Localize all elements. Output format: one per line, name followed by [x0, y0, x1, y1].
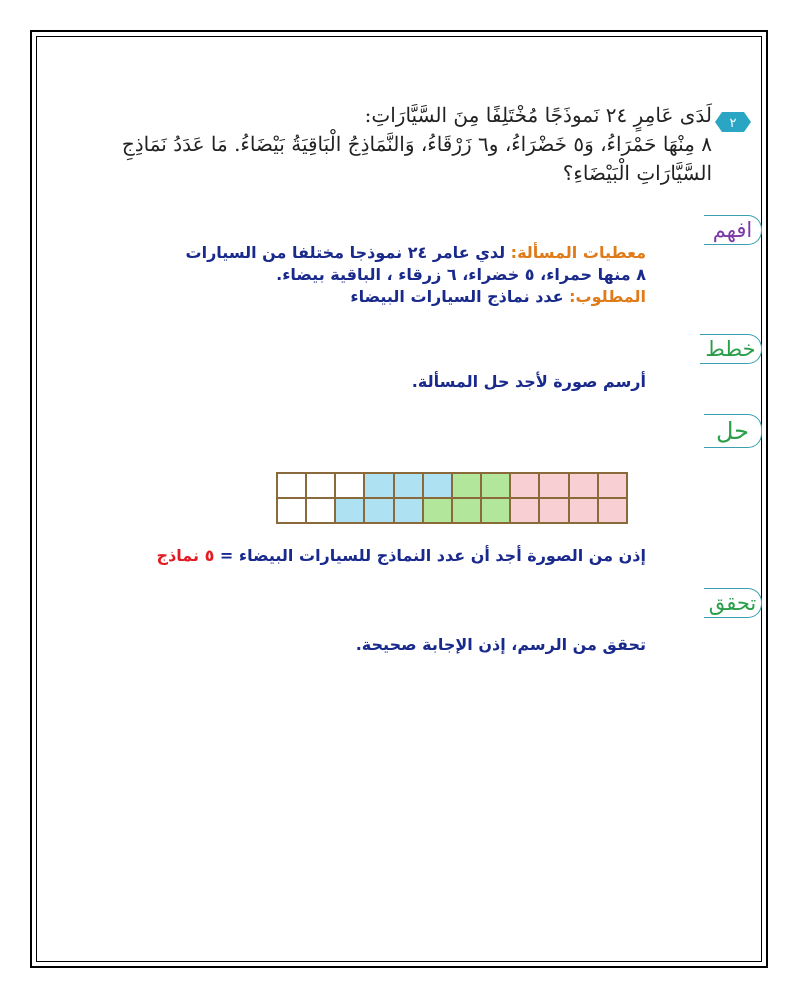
grid-cell-pink: [598, 473, 627, 498]
problem-number-badge: [713, 109, 753, 135]
conclusion-answer: ٥ نماذج: [156, 546, 215, 565]
model-grid: [276, 472, 628, 524]
problem-line-2: ٨ مِنْهَا حَمْرَاءُ، وَ٥ خَضْرَاءُ، و٦ زَرْقَاءُ، وَالنَّمَاذِجُ الْبَاقِيَةُ بَيْضَاءُ. مَا عَدَدُ نَمَاذِجِ: [121, 132, 712, 156]
grid-cell-green: [423, 498, 452, 523]
givens-line-2: ٨ منها حمراء، ٥ خضراء، ٦ زرقاء ، الباقية بيضاء.: [276, 265, 646, 284]
grid-cell-blue: [364, 498, 393, 523]
grid-cell-blue: [335, 498, 364, 523]
conclusion-text: إذن من الصورة أجد أن عدد النماذج للسيارات البيضاء =: [214, 546, 646, 565]
grid-cell-white: [277, 473, 306, 498]
required-text: عدد نماذج السيارات البيضاء: [350, 287, 570, 306]
grid-cell-green: [481, 473, 510, 498]
grid-cell-pink: [598, 498, 627, 523]
problem-number: ٢: [729, 116, 737, 131]
grid-cell-white: [335, 473, 364, 498]
grid-cell-white: [306, 498, 335, 523]
grid-cell-white: [306, 473, 335, 498]
required-line: [350, 287, 646, 306]
givens-label: معطيات المسألة:: [510, 243, 646, 262]
step-tag-understand: افهم: [704, 215, 762, 245]
grid-cell-blue: [394, 473, 423, 498]
grid-cell-green: [452, 498, 481, 523]
givens-line: [186, 243, 647, 262]
grid-cell-white: [277, 498, 306, 523]
check-text: تحقق من الرسم، إذن الإجابة صحيحة.: [355, 635, 646, 654]
grid-cell-blue: [364, 473, 393, 498]
grid-cell-pink: [569, 473, 598, 498]
givens-text: لدي عامر ٢٤ نموذجا مختلفا من السيارات: [185, 243, 511, 262]
conclusion-line: [157, 546, 646, 565]
grid-cell-blue: [394, 498, 423, 523]
grid-cell-green: [452, 473, 481, 498]
grid-cell-pink: [510, 473, 539, 498]
step-tag-plan: خطط: [700, 334, 762, 364]
problem-line-1: لَدَى عَامِرٍ ٢٤ نَموذَجًا مُخْتَلِفًا مِنَ السَّيَّارَاتِ:: [364, 103, 712, 127]
badge-shape-icon: [713, 109, 753, 135]
step-tag-solve: حل: [704, 414, 762, 448]
grid-cell-pink: [569, 498, 598, 523]
grid-cell-pink: [539, 473, 568, 498]
grid-cell-green: [481, 498, 510, 523]
problem-line-3: السَّيَّارَاتِ الْبَيْضَاءِ؟: [562, 161, 712, 185]
required-label: المطلوب:: [569, 287, 646, 306]
step-tag-check: تحقق: [704, 588, 762, 618]
grid-cell-pink: [539, 498, 568, 523]
grid-cell-blue: [423, 473, 452, 498]
plan-text: أرسم صورة لأجد حل المسألة.: [411, 372, 646, 391]
grid-cell-pink: [510, 498, 539, 523]
